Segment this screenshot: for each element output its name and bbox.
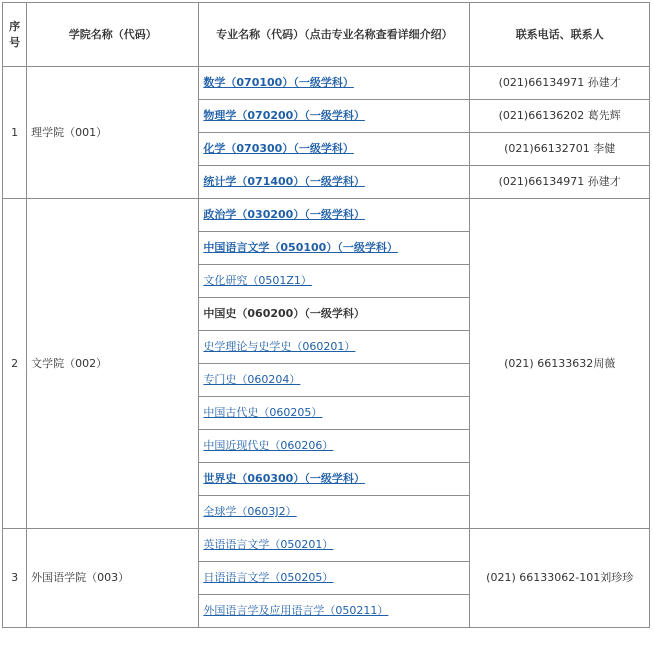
major-link[interactable]: 化学（070300）（一级学科） [203, 142, 354, 155]
header-major: 专业名称（代码）（点击专业名称查看详细介绍） [199, 3, 470, 67]
major-link[interactable]: 中国古代史（060205） [203, 406, 323, 419]
major-cell [199, 463, 470, 496]
major-cell [199, 265, 470, 298]
major-cell [199, 67, 470, 100]
contact-cell: (021) 66133632周薇 [470, 199, 650, 529]
contact-cell: (021) 66133062-101刘珍珍 [470, 529, 650, 628]
major-link[interactable]: 统计学（071400）（一级学科） [203, 175, 365, 188]
major-label: 中国史（060200）（一级学科） [203, 307, 365, 320]
major-cell [199, 430, 470, 463]
school-name: 外国语学院（003） [27, 529, 199, 628]
major-cell [199, 496, 470, 529]
major-cell [199, 232, 470, 265]
major-cell [199, 331, 470, 364]
table-row [3, 529, 650, 562]
contact-cell: (021)66134971 孙建才 [470, 166, 650, 199]
major-link[interactable]: 日语语言文学（050205） [203, 571, 334, 584]
major-cell [199, 166, 470, 199]
major-link[interactable]: 文化研究（0501Z1） [203, 274, 312, 287]
major-cell [199, 100, 470, 133]
majors-table [2, 2, 650, 628]
school-name: 理学院（001） [27, 67, 199, 199]
contact-cell: (021)66134971 孙建才 [470, 67, 650, 100]
major-cell [199, 364, 470, 397]
major-link[interactable]: 英语语言文学（050201） [203, 538, 334, 551]
major-cell [199, 562, 470, 595]
school-index: 2 [3, 199, 27, 529]
major-cell [199, 397, 470, 430]
major-link[interactable]: 政治学（030200）（一级学科） [203, 208, 365, 221]
major-link[interactable]: 专门史（060204） [203, 373, 301, 386]
contact-cell: (021)66136202 葛先辉 [470, 100, 650, 133]
major-link[interactable]: 中国语言文学（050100）（一级学科） [203, 241, 398, 254]
header-contact: 联系电话、联系人 [470, 3, 650, 67]
major-cell [199, 298, 470, 331]
major-cell [199, 595, 470, 628]
major-link[interactable]: 外国语言学及应用语言学（050211） [203, 604, 389, 617]
contact-cell: (021)66132701 李健 [470, 133, 650, 166]
table-row [3, 199, 650, 232]
major-link[interactable]: 中国近现代史（060206） [203, 439, 334, 452]
header-school: 学院名称（代码） [27, 3, 199, 67]
major-cell [199, 199, 470, 232]
table-row [3, 67, 650, 100]
school-name: 文学院（002） [27, 199, 199, 529]
major-cell [199, 529, 470, 562]
table-header-row [3, 3, 650, 67]
header-index: 序号 [3, 3, 27, 67]
school-index: 3 [3, 529, 27, 628]
major-cell [199, 133, 470, 166]
major-link[interactable]: 物理学（070200）（一级学科） [203, 109, 365, 122]
school-index: 1 [3, 67, 27, 199]
major-link[interactable]: 史学理论与史学史（060201） [203, 340, 356, 353]
major-link[interactable]: 数学（070100）（一级学科） [203, 76, 354, 89]
major-link[interactable]: 世界史（060300）（一级学科） [203, 472, 365, 485]
major-link[interactable]: 全球学（0603J2） [203, 505, 297, 518]
